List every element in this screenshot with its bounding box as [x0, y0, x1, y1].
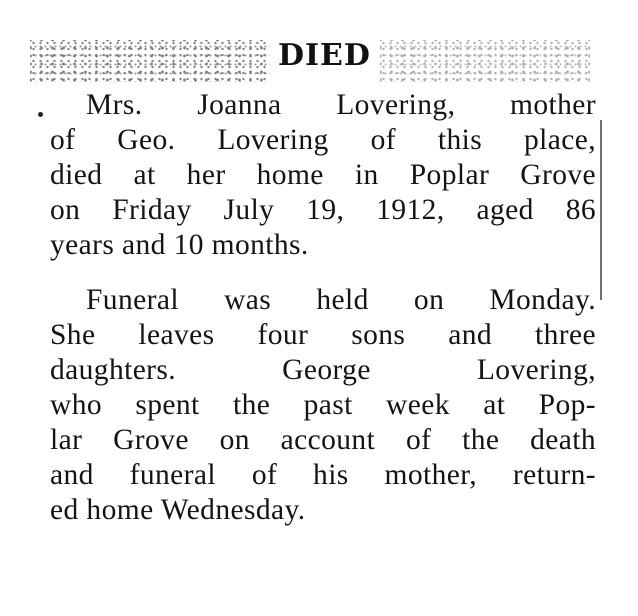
paragraph1-line-4: on Friday July 19, 1912, aged 86: [50, 194, 596, 226]
masthead-texture-right: [380, 40, 590, 82]
paragraph1-line-5: years and 10 months.: [50, 229, 309, 261]
paragraph2-line-5: lar Grove on account of the death: [50, 424, 596, 456]
masthead-texture-left: [30, 40, 270, 82]
paragraph2-line-1: Funeral was held on Monday.: [86, 284, 596, 316]
paragraph2-line-4: who spent the past week at Pop-: [50, 389, 596, 421]
obituary-body: [50, 88, 596, 528]
paragraph1-line-2: of Geo. Lovering of this place,: [50, 124, 596, 156]
paragraph1-line-3: died at her home in Poplar Grove: [50, 159, 596, 191]
column-rule: [600, 120, 602, 300]
paragraph2-line-6: and funeral of his mother, return-: [50, 459, 596, 491]
paragraph-gap: [50, 263, 596, 283]
ink-speck: [38, 112, 43, 117]
paragraph1-line-1: Mrs. Joanna Lovering, mother: [86, 89, 596, 121]
notice-heading: DIED: [278, 38, 371, 73]
paragraph2-line-7: ed home Wednesday.: [50, 494, 306, 526]
paragraph2-line-2: She leaves four sons and three: [50, 319, 596, 351]
paragraph2-line-3: daughters. George Lovering,: [50, 354, 596, 386]
